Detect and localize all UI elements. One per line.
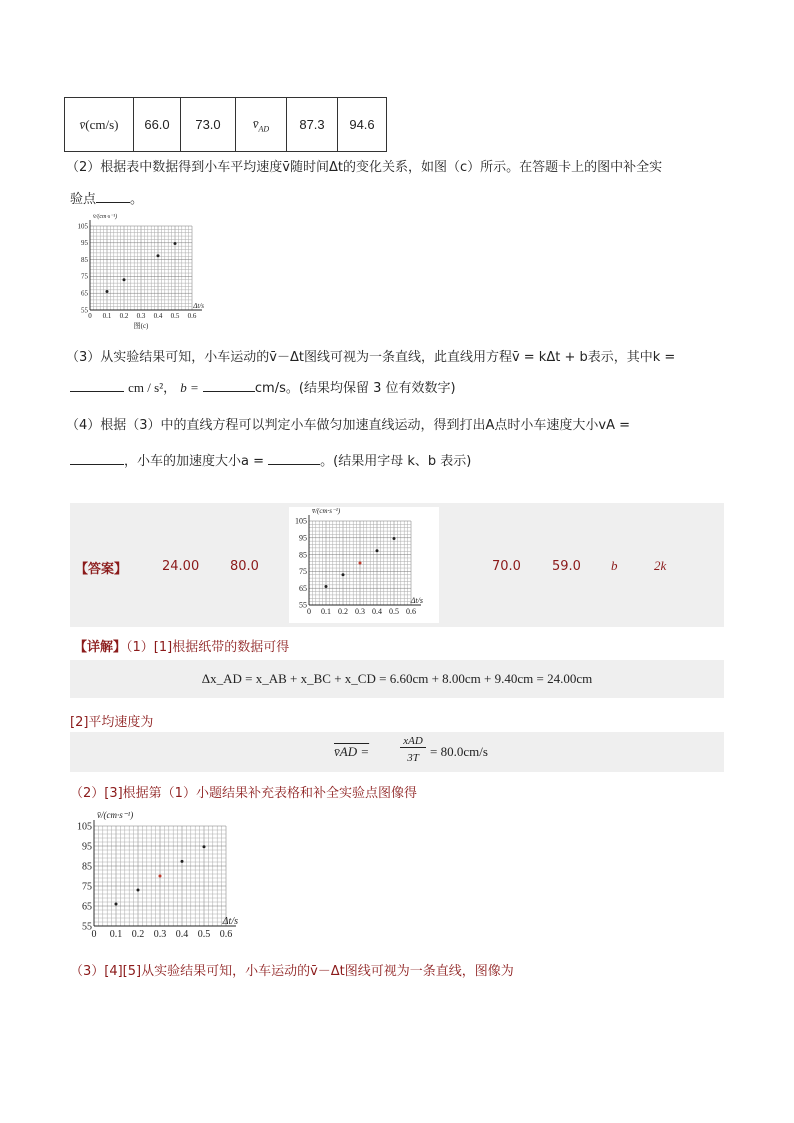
x-axis-label: Δt/s — [193, 302, 204, 310]
y-tick-label: 95 — [81, 239, 88, 248]
answer-chart — [289, 507, 439, 623]
answer-3: 70.0 — [492, 559, 521, 574]
x-tick-label: 0 — [307, 607, 311, 616]
answer-1: 24.00 — [162, 559, 200, 574]
x-tick-label: 0.1 — [102, 312, 112, 320]
data-point — [159, 875, 162, 878]
x-tick-label: 0.6 — [219, 929, 233, 940]
data-point — [174, 242, 177, 245]
x-tick-label: 0.5 — [197, 929, 211, 940]
data-table — [64, 97, 387, 152]
eq2-numerator: xAD — [400, 735, 426, 748]
detail-chart — [70, 808, 240, 944]
eq2-denominator: 3T — [407, 752, 419, 764]
data-point — [342, 573, 345, 576]
answer-block — [70, 503, 724, 627]
y-tick-label: 75 — [299, 567, 307, 577]
y-tick-label: 55 — [81, 306, 88, 315]
x-tick-label: 0.1 — [109, 929, 123, 940]
table-cell: 87.3 — [287, 98, 338, 152]
data-point — [181, 860, 184, 863]
y-tick-label: 105 — [77, 222, 88, 231]
data-point — [393, 537, 396, 540]
y-tick-label: 65 — [82, 901, 92, 913]
data-point — [115, 903, 118, 906]
y-tick-label: 55 — [82, 921, 92, 933]
q2-line1: （2）根据表中数据得到小车平均速度v̄随时间Δt的变化关系，如图（c）所示。在答题卡上的图中补全实 — [66, 160, 663, 175]
x-tick-label: 0.4 — [153, 312, 163, 320]
data-point — [157, 254, 160, 257]
data-point — [203, 845, 206, 848]
y-tick-label: 85 — [82, 861, 92, 873]
x-tick-label: 0.3 — [355, 607, 365, 616]
x-tick-label: 0.2 — [131, 929, 145, 940]
detail-chart-svg — [70, 808, 240, 944]
answer-2: 80.0 — [230, 559, 259, 574]
x-tick-label: 0.2 — [119, 312, 129, 320]
x-tick-label: 0.6 — [406, 607, 416, 616]
eq2-block — [70, 732, 724, 772]
detail-step2: [2]平均速度为 — [70, 715, 154, 730]
detail-step4: （3）[4][5]从实验结果可知，小车运动的v̄－Δt图线可视为一条直线，图像为 — [70, 964, 514, 979]
eq2-lhs: v̄AD = — [334, 744, 370, 759]
data-point — [376, 549, 379, 552]
x-axis-label: Δt/s — [410, 596, 423, 605]
table-header: v̄(cm/s) — [65, 98, 134, 152]
data-point — [137, 889, 140, 892]
y-tick-label: 85 — [299, 550, 307, 560]
y-tick-label: 75 — [82, 881, 92, 893]
data-point — [123, 278, 126, 281]
x-tick-label: 0.3 — [153, 929, 167, 940]
table-cell: 73.0 — [181, 98, 236, 152]
y-tick-label: 105 — [77, 821, 92, 833]
table-cell-vad: $v̄_{AD}$ — [236, 98, 287, 152]
eq2-rhs: = 80.0cm/s — [430, 744, 488, 759]
y-tick-label: 65 — [299, 583, 307, 593]
detail-step1: 【详解】（1）[1]根据纸带的数据可得 — [74, 640, 290, 655]
answer-label: 【答案】 — [75, 562, 128, 577]
x-tick-label: 0.3 — [136, 312, 146, 320]
table-cell: 94.6 — [338, 98, 387, 152]
q3-line2: cm / s²， b = cm/s。(结果均保留 3 位有效数字) — [70, 377, 456, 396]
answer-4: 59.0 — [552, 559, 581, 574]
eq1-block — [70, 660, 724, 698]
y-tick-label: 95 — [299, 533, 307, 543]
y-axis-label: v̄/(cm·s⁻¹) — [312, 507, 341, 515]
answer-chart-svg — [289, 507, 439, 623]
question-chart — [70, 212, 220, 336]
y-tick-label: 75 — [81, 272, 88, 281]
q2-line2: 验点 。 — [70, 192, 144, 207]
y-axis-label: v̄/(cm·s⁻¹) — [93, 214, 118, 220]
q3-line1: （3）从实验结果可知，小车运动的v̄－Δt图线可视为一条直线，此直线用方程v̄ = kΔt + b表示，其中k = — [66, 350, 676, 365]
y-tick-label: 55 — [299, 600, 307, 610]
chart-grid — [90, 226, 192, 310]
question-chart-svg — [70, 212, 220, 336]
x-tick-label: 0.4 — [175, 929, 189, 940]
x-tick-label: 0.5 — [170, 312, 180, 320]
x-tick-label: 0 — [88, 312, 92, 320]
y-tick-label: 85 — [81, 255, 88, 264]
data-point — [325, 585, 328, 588]
x-tick-label: 0.6 — [187, 312, 197, 320]
q4-line1: （4）根据（3）中的直线方程可以判定小车做匀加速直线运动，得到打出A点时小车速度大小vA = — [66, 418, 631, 433]
answer-6: 2k — [654, 558, 667, 573]
x-tick-label: 0.4 — [372, 607, 382, 616]
answer-5: b — [611, 558, 618, 573]
x-axis-label: Δt/s — [222, 916, 238, 927]
x-tick-label: 0 — [91, 929, 97, 940]
x-tick-label: 0.2 — [338, 607, 348, 616]
q4-line2: ，小车的加速度大小a = 。(结果用字母 k、b 表示) — [70, 450, 471, 469]
x-tick-label: 0.1 — [321, 607, 331, 616]
table-cell: 66.0 — [134, 98, 181, 152]
y-tick-label: 95 — [82, 841, 92, 853]
x-tick-label: 0.5 — [389, 607, 399, 616]
detail-step3: （2）[3]根据第（1）小题结果补充表格和补全实验点图像得 — [70, 786, 417, 801]
data-point — [106, 290, 109, 293]
y-axis-label: v̄/(cm·s⁻¹) — [97, 810, 134, 820]
y-tick-label: 105 — [295, 516, 307, 526]
y-tick-label: 65 — [81, 289, 88, 298]
equation-1: Δx_AD = x_AB + x_BC + x_CD = 6.60cm + 8.00cm + 9.40cm = 24.00cm — [201, 671, 593, 686]
data-point — [359, 562, 362, 565]
chart-caption: 图(c) — [133, 322, 149, 331]
